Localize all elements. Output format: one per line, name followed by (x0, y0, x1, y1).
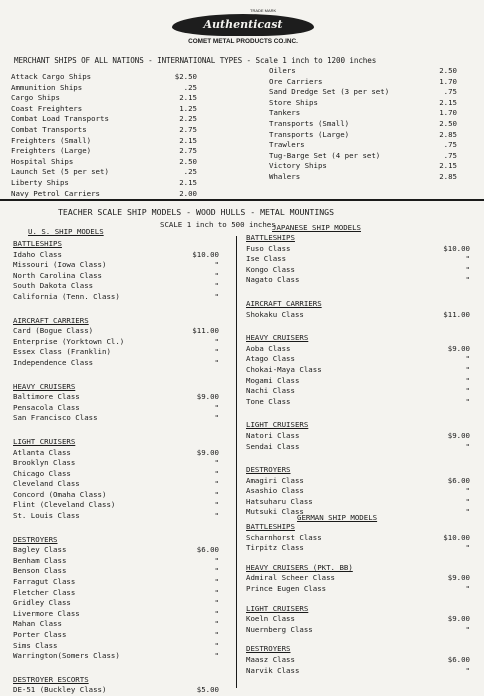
list-item (246, 625, 472, 636)
item-price: 1.70 (439, 76, 457, 86)
item-name: Bagley Class (13, 545, 67, 555)
list-item (13, 281, 223, 292)
item-price: .75 (443, 87, 457, 97)
list-item (13, 545, 223, 556)
item-price: " (465, 386, 470, 396)
item-name: Maasz Class (246, 654, 295, 664)
item-price: $11.00 (443, 309, 470, 319)
item-name: Mutsuki Class (246, 507, 304, 517)
list-item (13, 358, 223, 369)
list-item (13, 556, 223, 567)
list-item (246, 497, 472, 508)
item-name: Natori Class (246, 430, 300, 440)
item-price: " (465, 275, 470, 285)
list-item (13, 292, 223, 303)
item-name: Ore Carriers (269, 76, 323, 86)
merchant-left-list (11, 72, 197, 199)
item-name: Ise Class (246, 254, 287, 264)
item-price: " (214, 489, 219, 499)
list-item (13, 326, 223, 337)
item-name: Fuso Class (246, 243, 291, 253)
list-item (246, 486, 472, 497)
list-item (246, 244, 472, 255)
section-heading: DESTROYER ESCORTS (13, 674, 89, 684)
item-price: " (465, 583, 470, 593)
item-price: $2.50 (174, 72, 197, 81)
item-name: Tirpitz Class (246, 543, 304, 553)
item-price: .75 (443, 140, 457, 150)
section-heading: DESTROYERS (246, 644, 291, 654)
item-name: Transports (Large) (269, 129, 350, 139)
item-name: Gridley Class (13, 598, 71, 608)
section-heading: BATTLESHIPS (246, 233, 295, 242)
item-name: Kongo Class (246, 264, 295, 274)
item-price: 2.85 (439, 171, 457, 181)
item-price: $11.00 (192, 326, 219, 336)
item-price: " (214, 281, 219, 291)
item-name: Freighters (Small) (11, 135, 92, 145)
de-models-list (246, 522, 472, 676)
item-name: Hospital Ships (11, 156, 74, 166)
list-item (13, 469, 223, 480)
list-item (246, 614, 472, 625)
list-item (13, 685, 223, 696)
logo-trademark: TRADE MARK (250, 8, 277, 13)
list-item (269, 151, 457, 162)
list-item (246, 431, 472, 442)
item-name: Atago Class (246, 354, 295, 364)
list-item (13, 458, 223, 469)
item-price: $6.00 (447, 654, 470, 664)
item-name: Narvik Class (246, 665, 300, 675)
item-price: " (214, 566, 219, 576)
item-name: Independence Class (13, 357, 94, 367)
list-item (11, 125, 197, 136)
de-models-title: GERMAN SHIP MODELS (297, 513, 378, 522)
teacher-scale: SCALE 1 inch to 500 inches (160, 220, 276, 229)
item-price: " (465, 364, 470, 374)
item-price: 2.15 (439, 97, 457, 107)
list-item (269, 161, 457, 172)
item-price: " (214, 555, 219, 565)
list-item (246, 584, 472, 595)
item-name: DE-51 (Buckley Class) (13, 685, 107, 695)
item-name: Ammunition Ships (11, 82, 83, 92)
item-price: " (214, 500, 219, 510)
item-name: Concord (Omaha Class) (13, 489, 107, 499)
item-name: Missouri (Iowa Class) (13, 260, 107, 270)
item-price: 2.75 (179, 124, 197, 134)
item-name: Liberty Ships (11, 177, 69, 187)
item-price: " (214, 598, 219, 608)
list-item (246, 254, 472, 265)
list-item (13, 337, 223, 348)
list-item (13, 641, 223, 652)
item-name: Tankers (269, 108, 301, 118)
section-heading: BATTLESHIPS (246, 522, 295, 531)
list-item (13, 347, 223, 358)
item-price: $9.00 (447, 343, 470, 353)
item-name: Cargo Ships (11, 93, 60, 103)
item-name: North Carolina Class (13, 270, 102, 280)
list-item (269, 77, 457, 88)
item-name: Whalers (269, 171, 301, 181)
company-logo (172, 8, 314, 50)
list-item (11, 136, 197, 147)
item-price: $6.00 (447, 475, 470, 485)
list-item (11, 167, 197, 178)
item-price: 1.70 (439, 108, 457, 118)
item-name: Nuernberg Class (246, 624, 313, 634)
item-name: Atlanta Class (13, 447, 71, 457)
item-price: .25 (183, 82, 197, 92)
item-name: Tug-Barge Set (4 per set) (269, 150, 381, 160)
item-price: " (214, 402, 219, 412)
list-item (246, 476, 472, 487)
item-name: South Dakota Class (13, 281, 94, 291)
item-price: " (214, 336, 219, 346)
item-price: " (465, 396, 470, 406)
item-price: $5.00 (196, 685, 219, 695)
list-item (13, 479, 223, 490)
item-name: Trawlers (269, 140, 305, 150)
item-price: 2.15 (179, 93, 197, 103)
list-item (13, 448, 223, 459)
item-price: 2.00 (179, 188, 197, 198)
list-item (246, 310, 472, 321)
item-price: " (214, 357, 219, 367)
item-name: Chicago Class (13, 468, 71, 478)
item-price: " (465, 375, 470, 385)
item-name: Navy Petrol Carriers (11, 188, 100, 198)
item-name: Pensacola Class (13, 402, 80, 412)
item-name: Idaho Class (13, 249, 62, 259)
item-name: Prince Eugen Class (246, 583, 327, 593)
item-price: " (465, 624, 470, 634)
list-item (246, 386, 472, 397)
item-name: Hatsuharu Class (246, 496, 313, 506)
item-name: Scharnhorst Class (246, 532, 322, 542)
item-name: Card (Bogue Class) (13, 326, 94, 336)
item-name: San Francisco Class (13, 413, 98, 423)
list-item (11, 146, 197, 157)
item-name: Chokai-Maya Class (246, 364, 322, 374)
item-price: 2.25 (179, 114, 197, 124)
list-item (13, 651, 223, 662)
item-name: Baltimore Class (13, 392, 80, 402)
list-item (11, 104, 197, 115)
item-price: " (214, 619, 219, 629)
list-item (269, 66, 457, 77)
list-item (246, 655, 472, 666)
logo-brand: Authenticast (203, 18, 283, 31)
item-name: Combat Load Transports (11, 114, 109, 124)
item-price: " (214, 640, 219, 650)
item-price: $10.00 (443, 532, 470, 542)
list-item (246, 365, 472, 376)
item-name: Freighters (Large) (11, 146, 92, 156)
list-item (269, 108, 457, 119)
list-item (13, 619, 223, 630)
item-name: Warrington(Somers Class) (13, 651, 120, 661)
list-item (11, 189, 197, 200)
item-price: " (465, 543, 470, 553)
section-heading: AIRCRAFT CARRIERS (13, 315, 89, 325)
item-price: " (465, 665, 470, 675)
list-item (11, 83, 197, 94)
teacher-title: TEACHER SCALE SHIP MODELS - WOOD HULLS - METAL MOUNTINGS (58, 207, 335, 217)
section-heading: HEAVY CRUISERS (PKT. BB) (246, 562, 353, 572)
item-name: Sand Dredge Set (3 per set) (269, 87, 390, 97)
list-item (13, 413, 223, 424)
section-heading: DESTROYERS (13, 534, 58, 544)
item-name: Combat Transports (11, 124, 87, 134)
list-item (13, 271, 223, 282)
item-price: " (465, 486, 470, 496)
merchant-title: MERCHANT SHIPS OF ALL NATIONS - INTERNATIONAL TYPES - Scale 1 inch to 1200 inches (14, 56, 377, 65)
item-price: " (214, 270, 219, 280)
item-price: $6.00 (196, 545, 219, 555)
item-price: $10.00 (443, 243, 470, 253)
item-price: " (214, 587, 219, 597)
item-price: 2.15 (179, 177, 197, 187)
section-heading: BATTLESHIPS (13, 239, 62, 248)
list-item (13, 500, 223, 511)
jp-models-list (246, 233, 472, 518)
list-item (246, 573, 472, 584)
list-item (269, 87, 457, 98)
list-item (11, 114, 197, 125)
item-name: Mahan Class (13, 619, 62, 629)
item-price: " (214, 630, 219, 639)
item-price: $9.00 (196, 392, 219, 402)
item-name: Porter Class (13, 630, 67, 639)
list-item (246, 666, 472, 677)
item-name: Victory Ships (269, 161, 327, 171)
item-price: $9.00 (447, 573, 470, 583)
list-item (246, 354, 472, 365)
item-price: 2.75 (179, 146, 197, 156)
item-name: Transports (Small) (269, 118, 350, 128)
item-name: Attack Cargo Ships (11, 72, 92, 81)
item-name: Sims Class (13, 640, 58, 650)
item-price: " (465, 507, 470, 517)
section-divider (0, 199, 484, 201)
item-name: Flint (Cleveland Class) (13, 500, 116, 510)
section-heading: DESTROYERS (246, 465, 291, 475)
section-heading: HEAVY CRUISERS (13, 381, 76, 391)
item-name: Enterprise (Yorktown Cl.) (13, 336, 125, 346)
jp-models-title: JAPANESE SHIP MODELS (272, 223, 361, 232)
item-name: Mogami Class (246, 375, 300, 385)
item-name: Admiral Scheer Class (246, 573, 335, 583)
item-price: " (214, 479, 219, 489)
list-item (269, 172, 457, 183)
item-name: Coast Freighters (11, 103, 83, 113)
list-item (246, 533, 472, 544)
item-price: .75 (443, 150, 457, 160)
item-price: $9.00 (447, 614, 470, 624)
item-name: Amagiri Class (246, 475, 304, 485)
item-price: 2.85 (439, 129, 457, 139)
item-price: 2.50 (439, 66, 457, 75)
list-item (13, 577, 223, 588)
item-price: $9.00 (447, 430, 470, 440)
list-item (246, 344, 472, 355)
item-price: " (214, 260, 219, 270)
item-price: " (465, 496, 470, 506)
item-name: Nachi Class (246, 386, 295, 396)
list-item (246, 376, 472, 387)
item-price: " (214, 458, 219, 468)
list-item (246, 265, 472, 276)
merchant-right-list (269, 66, 457, 183)
us-models-list (13, 237, 223, 696)
item-name: Aoba Class (246, 343, 291, 353)
item-name: Oilers (269, 66, 296, 75)
item-price: $10.00 (192, 249, 219, 259)
item-price: " (465, 254, 470, 264)
item-name: Sendai Class (246, 441, 300, 451)
item-name: Store Ships (269, 97, 318, 107)
item-price: $9.00 (196, 447, 219, 457)
item-price: " (214, 608, 219, 618)
item-price: " (214, 577, 219, 587)
item-price: " (214, 413, 219, 423)
item-price: " (214, 291, 219, 301)
logo-subtitle: COMET METAL PRODUCTS CO.INC. (188, 38, 298, 45)
item-price: 2.50 (179, 156, 197, 166)
item-name: Brooklyn Class (13, 458, 76, 468)
column-divider (236, 236, 237, 688)
list-item (269, 119, 457, 130)
item-name: Koeln Class (246, 614, 295, 624)
item-price: " (214, 651, 219, 661)
list-item (246, 275, 472, 286)
list-item (246, 397, 472, 408)
item-name: Tone Class (246, 396, 291, 406)
item-price: " (465, 354, 470, 364)
list-item (13, 630, 223, 641)
section-heading: AIRCRAFT CARRIERS (246, 298, 322, 308)
list-item (269, 130, 457, 141)
item-name: Nagato Class (246, 275, 300, 285)
item-name: Benson Class (13, 566, 67, 576)
list-item (13, 250, 223, 261)
list-item (269, 140, 457, 151)
section-heading: LIGHT CRUISERS (246, 603, 309, 613)
item-name: Asashio Class (246, 486, 304, 496)
item-name: Farragut Class (13, 577, 76, 587)
list-item (11, 157, 197, 168)
list-item (11, 72, 197, 83)
list-item (269, 98, 457, 109)
list-item (246, 543, 472, 554)
list-item (13, 403, 223, 414)
item-name: Benham Class (13, 555, 67, 565)
item-name: Fletcher Class (13, 587, 76, 597)
item-price: " (465, 441, 470, 451)
item-price: 2.15 (179, 135, 197, 145)
item-name: California (Tenn. Class) (13, 291, 120, 301)
item-name: Essex Class (Franklin) (13, 347, 111, 357)
item-price: 2.50 (439, 118, 457, 128)
item-price: " (214, 511, 219, 521)
item-name: Shokaku Class (246, 309, 304, 319)
section-heading: HEAVY CRUISERS (246, 333, 309, 343)
us-models-title: U. S. SHIP MODELS (28, 227, 104, 236)
item-name: Livermore Class (13, 608, 80, 618)
item-price: " (214, 347, 219, 357)
item-name: Cleveland Class (13, 479, 80, 489)
list-item (13, 511, 223, 522)
list-item (13, 566, 223, 577)
list-item (11, 178, 197, 189)
list-item (246, 442, 472, 453)
list-item (13, 588, 223, 599)
list-item (13, 260, 223, 271)
item-price: " (214, 468, 219, 478)
item-price: 1.25 (179, 103, 197, 113)
item-name: St. Louis Class (13, 511, 80, 521)
item-name: Launch Set (5 per set) (11, 167, 109, 177)
list-item (13, 392, 223, 403)
section-heading: LIGHT CRUISERS (13, 436, 76, 446)
list-item (11, 93, 197, 104)
item-price: .25 (183, 167, 197, 177)
item-price: 2.15 (439, 161, 457, 171)
section-heading: LIGHT CRUISERS (246, 420, 309, 430)
list-item (13, 609, 223, 620)
list-item (13, 490, 223, 501)
item-price: " (465, 264, 470, 274)
list-item (13, 598, 223, 609)
